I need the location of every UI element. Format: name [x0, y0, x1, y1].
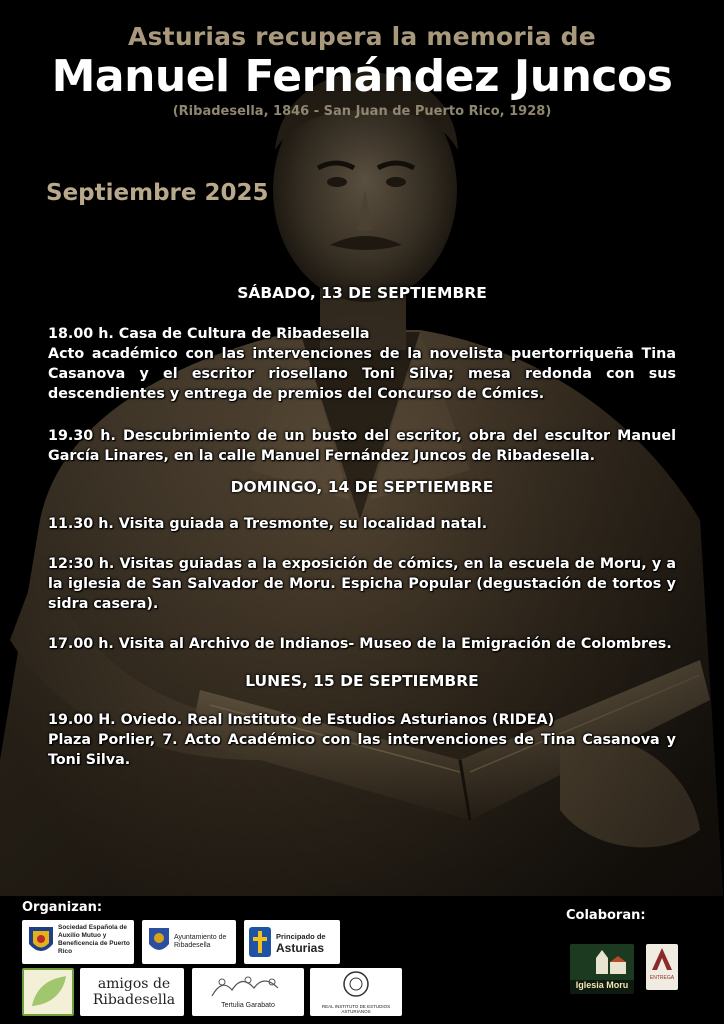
event-line: 19.00 H. Oviedo. Real Instituto de Estudios Asturianos (RIDEA)	[48, 712, 555, 728]
logo-ayuntamiento	[142, 920, 236, 964]
event-block	[48, 710, 676, 770]
logo-tertulia-text: Tertulia Garabato	[221, 1002, 275, 1009]
logo-iglesia-moru	[570, 944, 634, 994]
logo-principado	[244, 920, 340, 964]
logo-sociedad-local	[22, 968, 74, 1016]
event-line: 12:30 h. Visitas guiadas a la exposición de cómics, en la escuela de Moru, y a la iglesia de San Salvador de Moru. Espicha Popular (degustación de tortos y sidra casera).	[48, 556, 676, 612]
colaboran-label: Colaboran:	[566, 908, 646, 923]
program	[48, 284, 676, 770]
logo-amigos-text: amigos de Ribadesella	[92, 976, 176, 1008]
logo-sociedad-auxilio-mutuo	[22, 920, 134, 964]
event-line: 18.00 h. Casa de Cultura de Ribadesella	[48, 326, 370, 342]
header	[0, 22, 724, 119]
coat-of-arms-icon	[147, 926, 171, 958]
event-block	[48, 554, 676, 614]
logo-tertulia	[192, 968, 304, 1016]
footer	[0, 896, 724, 1024]
event-block	[48, 426, 676, 466]
header-subtitle: Asturias recupera la memoria de	[128, 22, 596, 51]
event-line: Acto académico con las intervenciones de la novelista puertorriqueña Tina Casanova y el escritor riosellano Toni Silva; mesa redonda con sus descendientes y entrega de premios del Concurso de Cómics.	[48, 346, 676, 402]
event-block	[48, 514, 676, 534]
logo-ridea	[310, 968, 402, 1016]
logo-entrega-text: ENTREGA	[649, 975, 675, 981]
event-line: Plaza Porlier, 7. Acto Académico con las intervenciones de Tina Casanova y Toni Silva.	[48, 732, 676, 768]
event-block	[48, 324, 676, 404]
organizan-label: Organizan:	[22, 900, 103, 915]
event-line: 19.30 h. Descubrimiento de un busto del escritor, obra del escultor Manuel García Linares, en la calle Manuel Fernández Juncos de Ribadesella.	[48, 428, 676, 464]
logo-ridea-text: REAL INSTITUTO DE ESTUDIOS ASTURIANOS	[321, 1004, 391, 1014]
logo-principado-bottom: Asturias	[276, 941, 325, 955]
ridea-seal-icon	[310, 968, 402, 1002]
logo-iglesia-text: Iglesia Moru	[575, 980, 629, 990]
cross-of-victory-icon	[249, 927, 271, 957]
church-icon	[570, 944, 634, 980]
sketch-figures-icon	[192, 968, 304, 1004]
day-heading: LUNES, 15 DE SEPTIEMBRE	[245, 672, 479, 690]
logo-sociedad-text: Sociedad Española de Auxilio Mutuo y Beneficencia de Puerto Rico	[58, 924, 130, 955]
page-title: Manuel Fernández Juncos	[51, 51, 673, 102]
logo-ayuntamiento-text: Ayuntamiento de Ribadesella	[174, 934, 227, 949]
crest-icon	[26, 924, 56, 960]
leaf-emblem-icon	[24, 970, 72, 1014]
logo-principado-top: Principado de	[276, 932, 326, 941]
entrega-emblem-icon	[646, 944, 678, 974]
month-label: Septiembre 2025	[46, 180, 269, 206]
day-heading: SÁBADO, 13 DE SEPTIEMBRE	[237, 284, 487, 302]
day-heading: DOMINGO, 14 DE SEPTIEMBRE	[230, 478, 494, 496]
event-line: 11.30 h. Visita guiada a Tresmonte, su localidad natal.	[48, 516, 488, 532]
logo-entrega	[646, 944, 678, 990]
event-block	[48, 634, 676, 654]
header-dates: (Ribadesella, 1846 - San Juan de Puerto Rico, 1928)	[172, 104, 552, 119]
event-line: 17.00 h. Visita al Archivo de Indianos- Museo de la Emigración de Colombres.	[48, 636, 672, 652]
logo-amigos-ribadesella	[80, 968, 184, 1016]
